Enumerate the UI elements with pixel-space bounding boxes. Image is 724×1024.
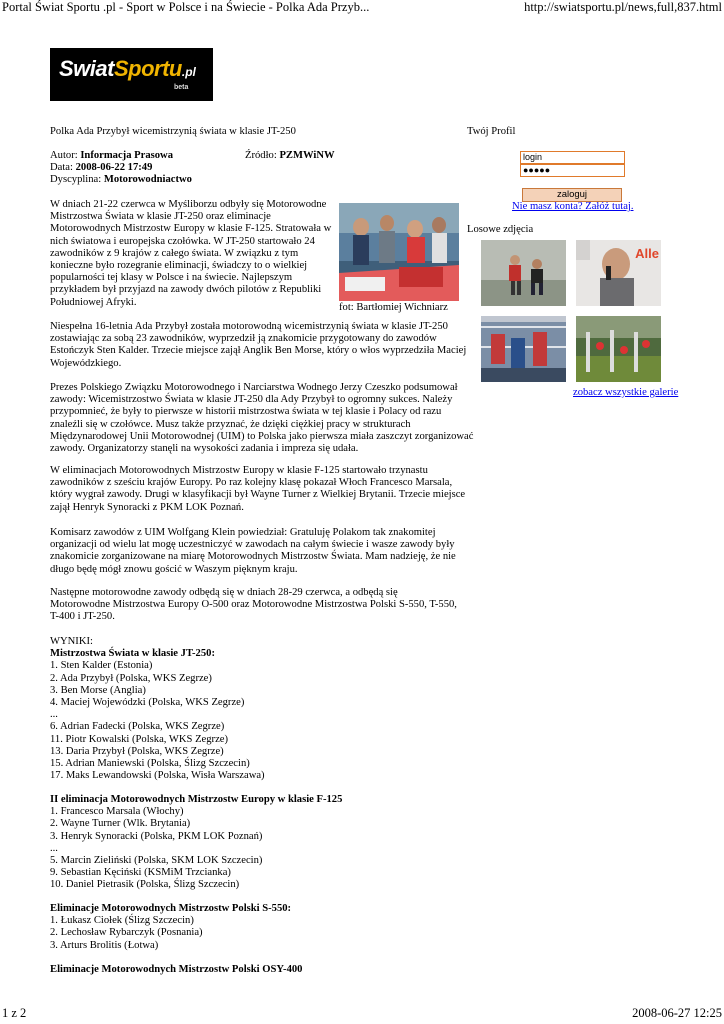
- result-row: ...: [50, 709, 58, 721]
- discipline-value: Motorowodniactwo: [103, 174, 192, 185]
- print-datetime-footer: 2008-06-27 12:25: [632, 1006, 722, 1020]
- result-row: 3. Henryk Synoracki (Polska, PKM LOK Poznań): [50, 830, 263, 842]
- page-title-header: Portal Świat Sportu .pl - Sport w Polsce i na Świecie - Polka Ada Przyb...: [2, 0, 370, 14]
- text-line: Mistrzostwa Świata w klasie JT-250 oraz eliminacje: [50, 211, 271, 223]
- text-line: popularności tej klasy w Polsce i na świecie. Najlepszym: [50, 272, 293, 284]
- result-row: 2. Lechosław Rybarczyk (Posnania): [50, 927, 203, 939]
- text-line: zawody: Wicemistrzostwo Świata w klasie JT-250 dla Ady Przybył to ogromny sukces. Należy: [50, 394, 453, 406]
- text-line: Komisarz zawodów z UIM Wolfgang Klein powiedział: Gratuluję Polakom tak znakomitej: [50, 527, 436, 538]
- author-label: Autor:: [50, 150, 81, 161]
- random-photo-4[interactable]: [576, 316, 661, 382]
- article-paragraph-2: [50, 321, 467, 370]
- text-line: T-400 i JT-250.: [50, 611, 115, 623]
- text-line: Południowej Afryki.: [50, 296, 137, 308]
- result-row: 4. Maciej Wojewódzki (Polska, WKS Zegrze): [50, 697, 245, 709]
- text-line: organizacji od wielu lat mogę uczestniczyć w zawodach na całym świecie i wasze zawody były: [50, 539, 455, 551]
- text-line: nich światowa i europejska czołówka. W JT-250 startowało 24: [50, 235, 315, 247]
- article-paragraph-5: [50, 527, 462, 576]
- text-line: Motorowodnych Mistrzostw Europy w klasie F-125. Stratowała w: [50, 223, 332, 235]
- text-line: zostawiając za sobą 23 zawodników, wyprzedził ją znakomicie przygotowany do zawodów: [50, 333, 437, 345]
- article-photo[interactable]: [339, 203, 459, 301]
- results-section-title: Eliminacje Motorowodnych Mistrzostw Polski S-550:: [50, 903, 292, 914]
- results-section-title: II eliminacja Motorowodnych Mistrzostw Europy w klasie F-125: [50, 794, 343, 805]
- text-line: zawody. Organizatorzy stanęli na wysokości zadania i impreza się udała.: [50, 443, 359, 455]
- all-galleries-link[interactable]: zobacz wszystkie galerie: [573, 387, 679, 398]
- logo-suffix: .pl: [181, 65, 196, 79]
- text-line: znaleźli się w czołówce. Musz także przyznać, że dzięki ciężkiej pracy w strukturach: [50, 418, 411, 430]
- results-block: [50, 903, 462, 952]
- logo-word-a: Swiat: [59, 56, 114, 81]
- text-line: zajął Henryk Synoracki z PKM LOK Poznań.: [50, 501, 244, 513]
- text-line: Następne motorowodne zawody odbędą się w dniach 28-29 czerwca, a odbędą się: [50, 587, 398, 598]
- result-row: 11. Piotr Kowalski (Polska, WKS Zegrze): [50, 733, 229, 745]
- results-block: [50, 964, 462, 976]
- article-paragraph-6: [50, 587, 462, 624]
- results-block: [50, 636, 462, 782]
- text-line: W eliminacjach Motorowodnych Mistrzostw Europy w klasie F-125 startowało trzynastu: [50, 465, 428, 476]
- result-row: 9. Sebastian Kęciński (KSMiM Trzcianka): [50, 867, 231, 879]
- text-line: zawodników z sześciu krajów Europy. Po raz kolejny klasę pokazał Włoch Francesco Marsala,: [50, 477, 453, 489]
- result-row: 3. Arturs Brolitis (Łotwa): [50, 939, 159, 951]
- source-label: Źródło:: [245, 150, 280, 161]
- result-row: 6. Adrian Fadecki (Polska, WKS Zegrze): [50, 721, 225, 733]
- page-count-footer: 1 z 2: [2, 1006, 27, 1020]
- result-row: 2. Wayne Turner (Wlk. Brytania): [50, 818, 191, 830]
- result-row: ...: [50, 842, 58, 854]
- result-row: 13. Daria Przybył (Polska, WKS Zegrze): [50, 745, 224, 757]
- random-photo-3[interactable]: [481, 316, 566, 382]
- article-paragraph-3: [50, 382, 474, 455]
- text-line: który wygrał zawody. Drugi w klasyfikacji był Wayne Turner z Wielkiej Brytanii. Trzecie miejsce: [50, 489, 466, 501]
- text-line: Wojewódzkiego.: [50, 357, 122, 369]
- result-row: 2. Ada Przybył (Polska, WKS Zegrze): [50, 672, 212, 684]
- result-row: 1. Łukasz Ciołek (Ślizg Szczecin): [50, 915, 194, 927]
- text-line: Międzynarodowej Unii Motorowodnej (UIM) to Polska jako pierwsza miała zaszczyt zorganizować: [50, 430, 474, 442]
- logo-wordmark: [59, 56, 182, 81]
- results-section-title: Eliminacje Motorowodnych Mistrzostw Polski OSY-400: [50, 964, 303, 975]
- article-title: Polka Ada Przybył wicemistrzynią świata w klasie JT-250: [50, 126, 296, 137]
- result-row: 3. Ben Morse (Anglia): [50, 684, 146, 696]
- article-discipline: [50, 174, 192, 186]
- text-line: znakomicie zorganizowane na miarę Motorowodnych Mistrzostw Świata. Mam nadzieję, że nie: [50, 551, 456, 563]
- text-line: Niespełna 16-letnia Ada Przybył została motorowodną wicemistrzynią świata w klasie JT-250: [50, 321, 448, 332]
- random-photos-title: Losowe zdjęcia: [467, 224, 534, 235]
- text-line: Prezes Polskiego Związku Motorowodnego i Narciarstwa Wodnego Jerzy Czeszko podsumował: [50, 382, 458, 393]
- source-value: PZMWiNW: [279, 150, 335, 161]
- article-date: [50, 162, 152, 174]
- text-line: W dniach 21-22 czerwca w Myśliborzu odbyły się Motorowodne: [50, 199, 327, 210]
- date-label: Data:: [50, 162, 76, 173]
- results-block: [50, 794, 462, 892]
- discipline-label: Dyscyplina:: [50, 174, 104, 185]
- result-row: 17. Maks Lewandowski (Polska, Wisła Warszawa): [50, 770, 265, 782]
- text-line: zawodników z 9 krajów z całego świata. W związku z tym: [50, 247, 299, 259]
- text-line: konieczne było rozegranie eliminacji, świadczy to o wielkiej: [50, 260, 308, 272]
- author-value: Informacja Prasowa: [80, 150, 173, 161]
- page-url-header: http://swiatsportu.pl/news,full,837.html: [524, 0, 722, 14]
- result-row: 5. Marcin Zieliński (Polska, SKM LOK Szczecin): [50, 855, 263, 867]
- thumb-brand-text: Alle: [635, 246, 659, 261]
- article-paragraph-1: [50, 199, 336, 309]
- text-line: przykładem był przyjazd na zawody dwóch pilotów z Republiki: [50, 284, 322, 296]
- text-line: Motorowodne Mistrzostwa Europy O-500 oraz Motorowodne Mistrzostwa Polski S-550, T-550,: [50, 599, 457, 611]
- result-row: 10. Daniel Pietrasik (Polska, Ślizg Szczecin): [50, 879, 240, 891]
- profile-title: Twój Profil: [467, 126, 516, 137]
- login-button[interactable]: zaloguj: [522, 188, 622, 202]
- date-value: 2008-06-22 17:49: [75, 162, 153, 173]
- text-line: przypomnieć, że były to pierwsze w historii mistrzostwa świata w tej klasie i Polacy od razu: [50, 406, 442, 418]
- random-photo-1[interactable]: [481, 240, 566, 306]
- register-link[interactable]: Nie masz konta? Załóż tutaj.: [512, 201, 634, 212]
- photo-caption: fot: Bartłomiej Wichniarz: [339, 302, 448, 313]
- login-field[interactable]: login: [520, 151, 625, 164]
- results-section-title: Mistrzostwa Świata w klasie JT-250:: [50, 648, 215, 660]
- result-row: 1. Francesco Marsala (Włochy): [50, 806, 184, 818]
- article-author: [50, 150, 173, 162]
- article-paragraph-4: [50, 465, 466, 514]
- text-line: Estończyk Sten Kalder. Trzecie miejsce zajął Anglik Ben Morse, który o włos wyprzedziła Maciej: [50, 345, 467, 357]
- results-heading: WYNIKI:: [50, 636, 93, 647]
- logo-word-b: Sportu: [113, 56, 182, 81]
- article-source: [245, 150, 335, 162]
- random-photo-2[interactable]: [576, 240, 661, 306]
- site-logo[interactable]: [50, 48, 213, 101]
- logo-beta-badge: beta: [174, 84, 189, 91]
- password-field[interactable]: ●●●●●: [520, 164, 625, 177]
- text-line: długo będę mógł znowu gościć w Waszym pięknym kraju.: [50, 563, 298, 575]
- result-row: 1. Sten Kalder (Estonia): [50, 660, 153, 672]
- result-row: 15. Adrian Maniewski (Polska, Ślizg Szczecin): [50, 758, 250, 770]
